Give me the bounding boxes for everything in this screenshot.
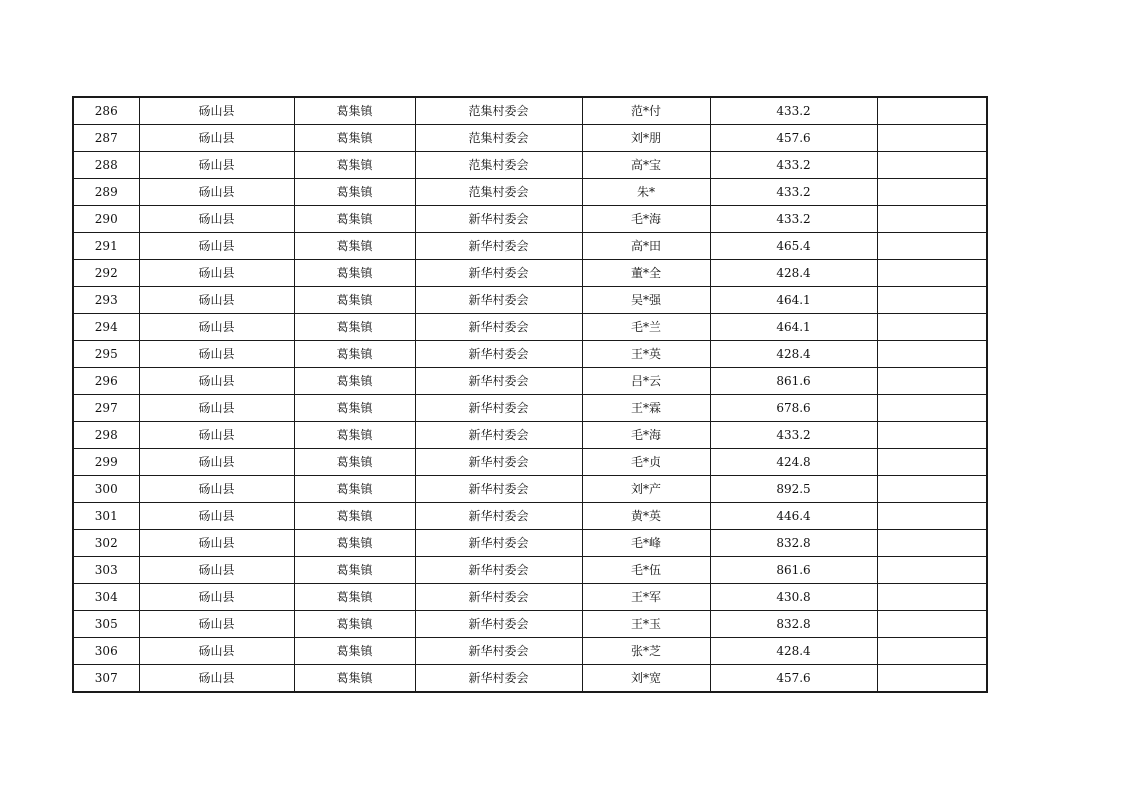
note-cell: [877, 530, 987, 557]
table-row: [73, 341, 987, 368]
town-cell: 葛集镇: [294, 125, 415, 152]
note-cell: [877, 287, 987, 314]
name-cell: 高*宝: [582, 152, 710, 179]
amount-cell: 832.8: [710, 611, 877, 638]
county-cell: 砀山县: [139, 152, 294, 179]
name-cell: 范*付: [582, 97, 710, 125]
note-cell: [877, 395, 987, 422]
town-cell: 葛集镇: [294, 233, 415, 260]
note-cell: [877, 503, 987, 530]
village-committee-cell: 新华村委会: [415, 530, 582, 557]
county-cell: 砀山县: [139, 233, 294, 260]
name-cell: 吕*云: [582, 368, 710, 395]
note-cell: [877, 584, 987, 611]
row-number-cell: 288: [73, 152, 139, 179]
row-number-cell: 297: [73, 395, 139, 422]
name-cell: 毛*海: [582, 422, 710, 449]
amount-cell: 424.8: [710, 449, 877, 476]
village-committee-cell: 范集村委会: [415, 152, 582, 179]
amount-cell: 861.6: [710, 368, 877, 395]
county-cell: 砀山县: [139, 368, 294, 395]
village-committee-cell: 范集村委会: [415, 125, 582, 152]
town-cell: 葛集镇: [294, 314, 415, 341]
table-row: [73, 530, 987, 557]
county-cell: 砀山县: [139, 395, 294, 422]
note-cell: [877, 314, 987, 341]
amount-cell: 457.6: [710, 665, 877, 693]
table-row: [73, 287, 987, 314]
table-row: [73, 557, 987, 584]
village-committee-cell: 新华村委会: [415, 638, 582, 665]
amount-cell: 430.8: [710, 584, 877, 611]
table-row: [73, 260, 987, 287]
note-cell: [877, 233, 987, 260]
county-cell: 砀山县: [139, 422, 294, 449]
name-cell: 毛*兰: [582, 314, 710, 341]
data-sheet: [72, 96, 986, 693]
row-number-cell: 300: [73, 476, 139, 503]
name-cell: 朱*: [582, 179, 710, 206]
note-cell: [877, 341, 987, 368]
table-row: [73, 233, 987, 260]
table-row: [73, 611, 987, 638]
note-cell: [877, 152, 987, 179]
town-cell: 葛集镇: [294, 206, 415, 233]
town-cell: 葛集镇: [294, 287, 415, 314]
table-row: [73, 422, 987, 449]
table-row: [73, 638, 987, 665]
note-cell: [877, 206, 987, 233]
town-cell: 葛集镇: [294, 665, 415, 693]
village-committee-cell: 新华村委会: [415, 368, 582, 395]
amount-cell: 428.4: [710, 638, 877, 665]
village-committee-cell: 新华村委会: [415, 206, 582, 233]
county-cell: 砀山县: [139, 341, 294, 368]
note-cell: [877, 557, 987, 584]
name-cell: 毛*贞: [582, 449, 710, 476]
amount-cell: 433.2: [710, 152, 877, 179]
county-cell: 砀山县: [139, 584, 294, 611]
village-committee-cell: 新华村委会: [415, 503, 582, 530]
row-number-cell: 287: [73, 125, 139, 152]
county-cell: 砀山县: [139, 125, 294, 152]
name-cell: 刘*朋: [582, 125, 710, 152]
row-number-cell: 295: [73, 341, 139, 368]
town-cell: 葛集镇: [294, 530, 415, 557]
row-number-cell: 306: [73, 638, 139, 665]
row-number-cell: 299: [73, 449, 139, 476]
note-cell: [877, 179, 987, 206]
county-cell: 砀山县: [139, 97, 294, 125]
village-committee-cell: 新华村委会: [415, 287, 582, 314]
amount-cell: 464.1: [710, 314, 877, 341]
name-cell: 高*田: [582, 233, 710, 260]
town-cell: 葛集镇: [294, 341, 415, 368]
county-cell: 砀山县: [139, 314, 294, 341]
note-cell: [877, 125, 987, 152]
name-cell: 王*玉: [582, 611, 710, 638]
name-cell: 吴*强: [582, 287, 710, 314]
row-number-cell: 292: [73, 260, 139, 287]
village-committee-cell: 新华村委会: [415, 449, 582, 476]
amount-cell: 433.2: [710, 179, 877, 206]
note-cell: [877, 422, 987, 449]
amount-cell: 433.2: [710, 422, 877, 449]
note-cell: [877, 476, 987, 503]
town-cell: 葛集镇: [294, 422, 415, 449]
amount-cell: 678.6: [710, 395, 877, 422]
village-committee-cell: 新华村委会: [415, 233, 582, 260]
town-cell: 葛集镇: [294, 368, 415, 395]
row-number-cell: 296: [73, 368, 139, 395]
county-cell: 砀山县: [139, 260, 294, 287]
town-cell: 葛集镇: [294, 449, 415, 476]
county-cell: 砀山县: [139, 287, 294, 314]
name-cell: 王*军: [582, 584, 710, 611]
village-committee-cell: 范集村委会: [415, 179, 582, 206]
amount-cell: 832.8: [710, 530, 877, 557]
name-cell: 王*霖: [582, 395, 710, 422]
data-table: [72, 96, 988, 693]
table-row: [73, 665, 987, 693]
county-cell: 砀山县: [139, 476, 294, 503]
row-number-cell: 301: [73, 503, 139, 530]
village-committee-cell: 新华村委会: [415, 341, 582, 368]
amount-cell: 464.1: [710, 287, 877, 314]
row-number-cell: 286: [73, 97, 139, 125]
row-number-cell: 294: [73, 314, 139, 341]
table-row: [73, 368, 987, 395]
village-committee-cell: 新华村委会: [415, 665, 582, 693]
name-cell: 刘*宽: [582, 665, 710, 693]
name-cell: 王*英: [582, 341, 710, 368]
county-cell: 砀山县: [139, 206, 294, 233]
village-committee-cell: 新华村委会: [415, 260, 582, 287]
town-cell: 葛集镇: [294, 557, 415, 584]
note-cell: [877, 97, 987, 125]
note-cell: [877, 449, 987, 476]
table-row: [73, 395, 987, 422]
table-row: [73, 314, 987, 341]
amount-cell: 465.4: [710, 233, 877, 260]
amount-cell: 433.2: [710, 206, 877, 233]
amount-cell: 433.2: [710, 97, 877, 125]
town-cell: 葛集镇: [294, 584, 415, 611]
village-committee-cell: 新华村委会: [415, 422, 582, 449]
name-cell: 毛*伍: [582, 557, 710, 584]
table-row: [73, 503, 987, 530]
name-cell: 张*芝: [582, 638, 710, 665]
table-row: [73, 97, 987, 125]
row-number-cell: 302: [73, 530, 139, 557]
town-cell: 葛集镇: [294, 611, 415, 638]
town-cell: 葛集镇: [294, 476, 415, 503]
note-cell: [877, 665, 987, 693]
county-cell: 砀山县: [139, 665, 294, 693]
note-cell: [877, 368, 987, 395]
name-cell: 毛*峰: [582, 530, 710, 557]
name-cell: 刘*产: [582, 476, 710, 503]
village-committee-cell: 新华村委会: [415, 395, 582, 422]
amount-cell: 861.6: [710, 557, 877, 584]
table-row: [73, 179, 987, 206]
name-cell: 毛*海: [582, 206, 710, 233]
town-cell: 葛集镇: [294, 638, 415, 665]
name-cell: 董*全: [582, 260, 710, 287]
town-cell: 葛集镇: [294, 152, 415, 179]
village-committee-cell: 新华村委会: [415, 476, 582, 503]
row-number-cell: 298: [73, 422, 139, 449]
row-number-cell: 305: [73, 611, 139, 638]
town-cell: 葛集镇: [294, 97, 415, 125]
county-cell: 砀山县: [139, 638, 294, 665]
county-cell: 砀山县: [139, 503, 294, 530]
note-cell: [877, 260, 987, 287]
table-row: [73, 125, 987, 152]
town-cell: 葛集镇: [294, 395, 415, 422]
village-committee-cell: 新华村委会: [415, 314, 582, 341]
village-committee-cell: 新华村委会: [415, 611, 582, 638]
note-cell: [877, 638, 987, 665]
county-cell: 砀山县: [139, 179, 294, 206]
row-number-cell: 304: [73, 584, 139, 611]
table-row: [73, 152, 987, 179]
table-row: [73, 476, 987, 503]
row-number-cell: 307: [73, 665, 139, 693]
table-row: [73, 584, 987, 611]
county-cell: 砀山县: [139, 449, 294, 476]
amount-cell: 892.5: [710, 476, 877, 503]
name-cell: 黄*英: [582, 503, 710, 530]
village-committee-cell: 新华村委会: [415, 584, 582, 611]
row-number-cell: 293: [73, 287, 139, 314]
amount-cell: 428.4: [710, 341, 877, 368]
row-number-cell: 290: [73, 206, 139, 233]
town-cell: 葛集镇: [294, 179, 415, 206]
row-number-cell: 289: [73, 179, 139, 206]
row-number-cell: 303: [73, 557, 139, 584]
amount-cell: 446.4: [710, 503, 877, 530]
table-row: [73, 449, 987, 476]
table-body: [73, 97, 987, 692]
county-cell: 砀山县: [139, 530, 294, 557]
amount-cell: 428.4: [710, 260, 877, 287]
table-row: [73, 206, 987, 233]
village-committee-cell: 范集村委会: [415, 97, 582, 125]
amount-cell: 457.6: [710, 125, 877, 152]
town-cell: 葛集镇: [294, 503, 415, 530]
county-cell: 砀山县: [139, 557, 294, 584]
village-committee-cell: 新华村委会: [415, 557, 582, 584]
note-cell: [877, 611, 987, 638]
row-number-cell: 291: [73, 233, 139, 260]
town-cell: 葛集镇: [294, 260, 415, 287]
county-cell: 砀山县: [139, 611, 294, 638]
